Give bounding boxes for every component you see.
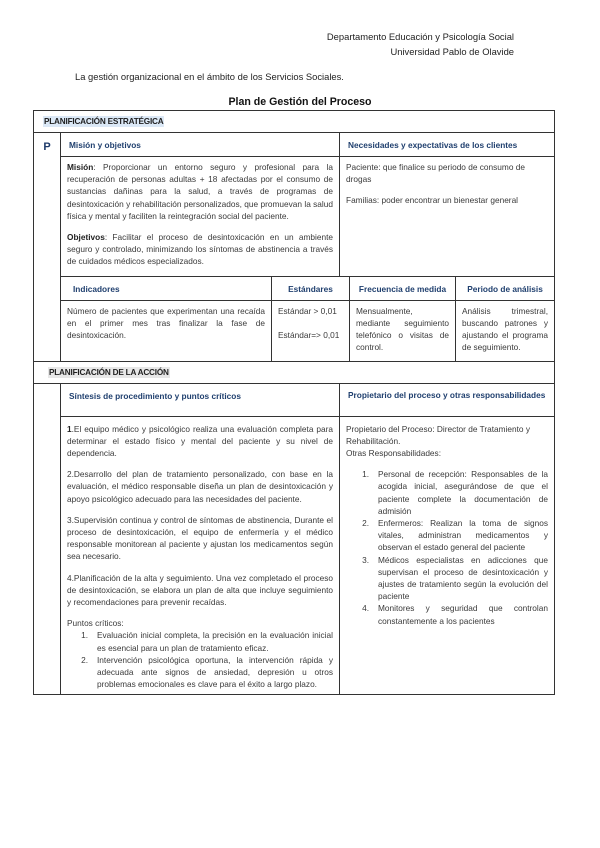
procedure-step-4: 4.Planificación de la alta y seguimiento. Una vez completado el proceso de desintoxicación, se elabora un plan de alta que incluye seguimiento y recomendaciones para prevenir recaídas. <box>67 572 333 608</box>
owner-header: Propietario del proceso y otras responsabilidades <box>348 389 546 400</box>
responsibility-item: 1. Personal de recepción: Responsables de la acogida inicial, asegurándose de que el paciente complete la documentación de admisión <box>362 469 548 516</box>
standard-2: Estándar=> 0,01 <box>278 329 340 340</box>
period-cell: Análisis trimestral, buscando patrones y ajustando el programa de seguimiento. <box>462 305 548 353</box>
document-header <box>327 29 514 59</box>
mission-text: : Proporcionar un entorno seguro y profesional para la recuperación de personas adultas + 18 afectadas por el consumo de sustancias dañinas para la salud, a través de programas de desintoxicación y rehabilitación personalizados, que promuevan la salud física y mental y faciliten la reintegración social del paciente. <box>67 162 333 221</box>
process-plan-table <box>33 110 555 695</box>
objectives-text: : Facilitar el proceso de desintoxicación en un ambiente seguro y controlado, minimizando los síntomas de abstinencia a través de cuidados médicos especializados. <box>67 232 333 267</box>
indicator-cell: Número de pacientes que experimentan una recaída en el primer mes tras finalizar la fase de desintoxicación. <box>61 301 272 361</box>
procedure-header: Síntesis de procedimiento y puntos críticos <box>61 384 340 416</box>
procedure-cell <box>61 417 340 695</box>
strategic-section-header <box>34 111 554 133</box>
procedure-owner-content-row <box>61 417 554 695</box>
period-header: Periodo de análisis <box>467 283 543 294</box>
needs-cell <box>340 157 554 276</box>
university-name: Universidad Pablo de Olavide <box>390 46 514 57</box>
process-owner-text: Propietario del Proceso: Director de Tratamiento y Rehabilitación. <box>346 423 530 446</box>
need-families: Familias: poder encontrar un bienestar general <box>346 195 519 206</box>
standard-1: Estándar > 0,01 <box>278 305 337 316</box>
action-phase-column <box>34 384 61 695</box>
strategic-section-title: PLANIFICACIÓN ESTRATÉGICA <box>44 117 164 126</box>
document-title: Plan de Gestión del Proceso <box>228 96 372 108</box>
frequency-cell: Mensualmente, mediante seguimiento telefónico o visitas de control. <box>350 301 456 361</box>
responsibility-item: 2. Enfermeros: Realizan la toma de signos vitales, administran medicamentos y observan el estado general del paciente <box>362 518 548 553</box>
mission-needs-content-row <box>61 157 554 277</box>
critical-point: 1. Evaluación inicial completa, la precisión en la evaluación inicial es esencial para un plan de tratamiento eficaz. <box>81 630 333 653</box>
need-patient: Paciente: que finalice su periodo de consumo de drogas <box>346 162 525 185</box>
strategic-section-body <box>34 133 554 362</box>
frequency-header: Frecuencia de medida <box>350 277 456 300</box>
indicators-header-row <box>61 277 554 301</box>
responsibility-item: 3. Médicos especialistas en adicciones que supervisan el proceso de desintoxicación y ajustes de tratamiento según la evolución del paciente <box>362 554 548 602</box>
critical-point: 2. Intervención psicológica oportuna, la intervención rápida y adecuada ante signos de ansiedad, depresión u otros problemas emocionales es clave para el éxito a largo plazo. <box>81 654 333 690</box>
other-responsibilities-label: Otras Responsabilidades: <box>346 448 442 459</box>
critical-points-list <box>67 629 333 690</box>
indicators-content-row <box>61 301 554 361</box>
standards-cell <box>272 301 350 361</box>
course-subject: La gestión organizacional en el ámbito de los Servicios Sociales. <box>75 71 344 82</box>
responsibility-item: 4. Monitores y seguridad que controlan constantemente a los pacientes <box>362 603 548 626</box>
action-section-header <box>34 362 554 384</box>
responsibilities-list <box>346 468 548 627</box>
phase-letter: P <box>34 133 61 361</box>
critical-points-label: Puntos críticos: <box>67 618 124 629</box>
action-section-body <box>34 384 554 695</box>
indicators-header: Indicadores <box>61 277 272 300</box>
standards-header: Estándares <box>272 277 350 300</box>
needs-header: Necesidades y expectativas de los clientes <box>348 140 518 150</box>
mission-label: Misión <box>67 162 94 172</box>
procedure-step-1: 1.El equipo médico y psicológico realiza una evaluación completa para determinar el estado físico y mental del paciente y su nivel de dependencia. <box>67 423 333 459</box>
procedure-step-2: 2.Desarrollo del plan de tratamiento personalizado, con base en la evaluación, el médico responsable diseña un plan de desintoxicación y apoyo psicológico adecuado para las necesidades del paciente. <box>67 469 333 504</box>
mission-header: Misión y objetivos <box>61 133 340 156</box>
mission-needs-header-row <box>61 133 554 157</box>
department-name: Departamento Educación y Psicología Social <box>326 31 514 42</box>
owner-cell <box>340 417 554 695</box>
objectives-label: Objetivos <box>67 232 105 243</box>
procedure-step-3: 3.Supervisión continua y control de síntomas de abstinencia, Durante el proceso de desintoxicación, el equipo de enfermería y el médico responsable monitorean al paciente y ajustan los medicamentos según sea necesario. <box>67 514 333 562</box>
procedure-owner-header-row <box>61 384 554 417</box>
action-section-title: PLANIFICACIÓN DE LA ACCIÓN <box>49 367 169 377</box>
mission-objectives-cell <box>61 157 340 276</box>
